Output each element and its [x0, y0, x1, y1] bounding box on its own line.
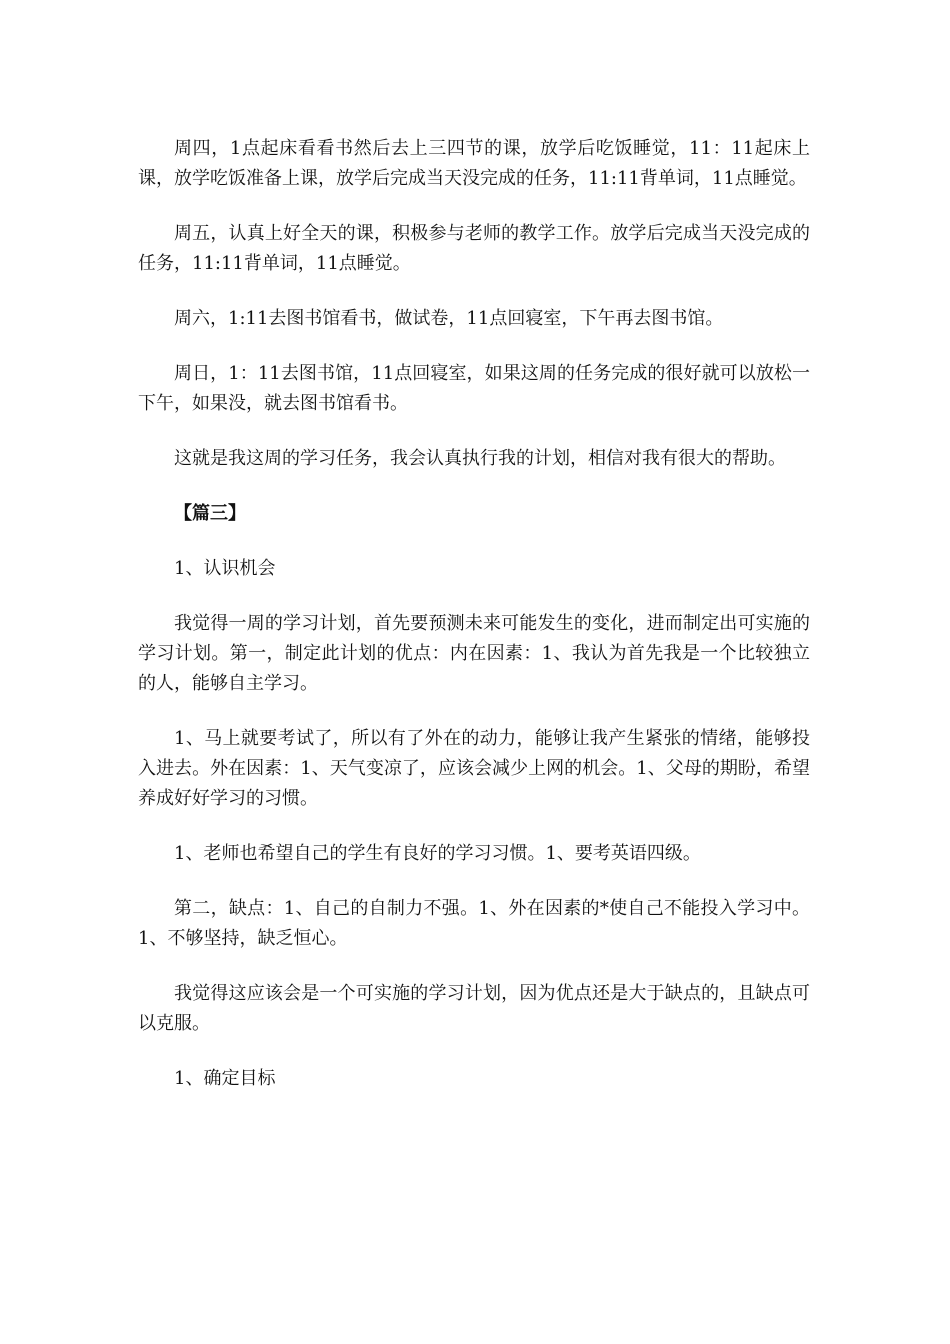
subheading-set-goals: 1、确定目标: [174, 1068, 276, 1089]
paragraph-sunday: 周日，1：11去图书馆，11点回寝室，如果这周的任务完成的很好就可以放松一下午，如果没，就去图书馆看书。: [138, 363, 810, 414]
paragraph-thursday: 周四，1点起床看看书然后去上三四节的课，放学后吃饭睡觉，11：11起床上课，放学吃饭准备上课，放学后完成当天没完成的任务，11:11背单词，11点睡觉。: [138, 138, 810, 189]
paragraph-weaknesses: 第二，缺点：1、自己的自制力不强。1、外在因素的*使自己不能投入学习中。1、不够坚持，缺乏恒心。: [138, 898, 810, 949]
document-body: [138, 134, 810, 1119]
paragraph-factors: 1、马上就要考试了，所以有了外在的动力，能够让我产生紧张的情绪，能够投入进去。外在因素：1、天气变凉了，应该会减少上网的机会。1、父母的期盼，希望养成好好学习的习惯。: [138, 728, 810, 809]
section-heading: 【篇三】: [174, 503, 246, 524]
paragraph-friday: 周五，认真上好全天的课，积极参与老师的教学工作。放学后完成当天没完成的任务，11:11背单词，11点睡觉。: [138, 223, 810, 274]
paragraph-teacher: 1、老师也希望自己的学生有良好的学习习惯。1、要考英语四级。: [174, 843, 701, 864]
paragraph-plan-intro: 我觉得一周的学习计划，首先要预测未来可能发生的变化，进而制定出可实施的学习计划。第一，制定此计划的优点：内在因素：1、我认为首先我是一个比较独立的人，能够自主学习。: [138, 613, 810, 694]
paragraph-saturday: 周六，1:11去图书馆看书，做试卷，11点回寝室，下午再去图书馆。: [174, 308, 724, 329]
subheading-recognize-opportunity: 1、认识机会: [174, 558, 276, 579]
paragraph-conclusion: 我觉得这应该会是一个可实施的学习计划，因为优点还是大于缺点的，且缺点可以克服。: [138, 983, 810, 1034]
paragraph-summary: 这就是我这周的学习任务，我会认真执行我的计划，相信对我有很大的帮助。: [174, 448, 786, 469]
